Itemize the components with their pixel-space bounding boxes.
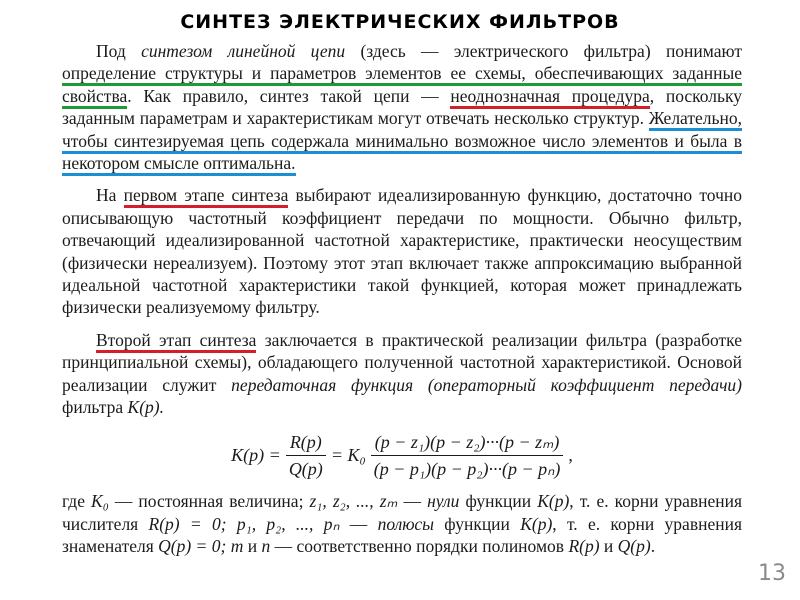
text-fragment: На (96, 185, 124, 206)
text-fragment: — (397, 491, 428, 512)
slide-title: СИНТЕЗ ЭЛЕКТРИЧЕСКИХ ФИЛЬТРОВ (180, 11, 620, 33)
term-k0: K₀ (91, 491, 109, 512)
text-fragment: , т. е. корни уравнения знаменателя (62, 513, 743, 557)
text-fragment: . Как правило, синтез такой цепи — (127, 85, 451, 106)
text-fragment: функции (459, 491, 538, 512)
paragraph-definitions (62, 490, 742, 557)
text-fragment: выбирают идеализированную функцию, достаточно точно описывающую частотный коэффициент передачи по мощности. Обычно фильтр, отвечающий идеализированной частотной характеристике, практически неосуществим (физически нереализуем). Поэтому этот этап включает также аппроксимацию выбранной идеальной частотной характеристики такой функцией, которая может принадлежать физически реализуемому фильтру. (62, 185, 742, 318)
text-fragment: — постоянная величина; (108, 491, 310, 512)
text-fragment: заключается в практической реализации фильтра (разработке принципиальной схемы), обладающего полученной частотной характеристикой. Основой реализации служит (62, 329, 742, 395)
term-kp: K(p). (127, 397, 164, 418)
text-fragment: — (339, 513, 378, 534)
text-fragment: и (243, 536, 262, 557)
formula-k0: = K₀ (330, 445, 366, 466)
term-rp: R(p) (568, 536, 600, 557)
highlight-blue-optimal: Желательно, чтобы синтезируемая цепь содержала минимально возможное число элементов и была в некотором смысле оптимальна. (62, 108, 742, 176)
formula-zeros-product: (p − z₁)(p − z₂)···(p − zₘ) (371, 431, 564, 456)
text-fragment: . (650, 536, 656, 557)
fraction-rq (285, 431, 327, 481)
text-fragment: фильтра (62, 397, 128, 418)
term-n: n (261, 536, 271, 557)
text-fragment: (здесь — электрического фильтра) понимают (345, 41, 743, 61)
paragraph-definition (62, 40, 742, 174)
term-poles: полюсы (377, 513, 434, 534)
highlight-red-first-stage: первом этапе синтеза (124, 185, 289, 208)
formula-denominator: Q(p) (288, 458, 323, 479)
term-zeros-list: z₁, z₂, ..., zₘ (309, 491, 398, 512)
text-fragment: и (599, 536, 618, 557)
text-fragment: где (62, 491, 92, 512)
formula-numerator: R(p) (286, 431, 326, 456)
fraction-zeros-poles (370, 431, 565, 481)
term-qp: Q(p) (617, 536, 651, 557)
transfer-function-formula (62, 431, 742, 481)
term-denominator-eq: Q(p) = 0; m (158, 536, 244, 557)
term-numerator-eq: R(p) = 0; p₁, p₂, ..., pₙ (148, 513, 340, 534)
text-page (62, 40, 742, 558)
highlight-red-second-stage: Второй этап синтеза (96, 330, 256, 353)
paragraph-first-stage (62, 184, 742, 318)
term-linear-circuit-synthesis: синтезом линейной цепи (141, 41, 346, 61)
formula-poles-product: (p − p₁)(p − p₂)···(p − pₙ) (373, 458, 561, 479)
highlight-green-definition: определение структуры и параметров элементов ее схемы, обеспечивающих заданные свойства (62, 63, 742, 108)
term-kp: K(p) (537, 491, 570, 512)
text-fragment: , поскольку заданным параметрам и характеристикам могут отвечать несколько структур. (62, 85, 742, 129)
formula-lhs: K(p) = (231, 445, 281, 466)
text-fragment: Под (96, 41, 142, 61)
paragraph-second-stage (62, 329, 742, 419)
slide-number: 13 (758, 561, 786, 586)
text-fragment: функции (434, 513, 521, 534)
term-kp: K(p) (520, 513, 553, 534)
term-transfer-function: передаточная функция (операторный коэффициент передачи) (231, 374, 742, 395)
text-fragment: , т. е. корни уравнения числителя (62, 491, 743, 534)
formula-comma: , (568, 445, 573, 466)
text-fragment: — соответственно порядки полиномов (270, 536, 569, 557)
term-zeros: нули (427, 491, 460, 512)
highlight-red-ambiguous: неоднозначная процедура (450, 86, 649, 109)
